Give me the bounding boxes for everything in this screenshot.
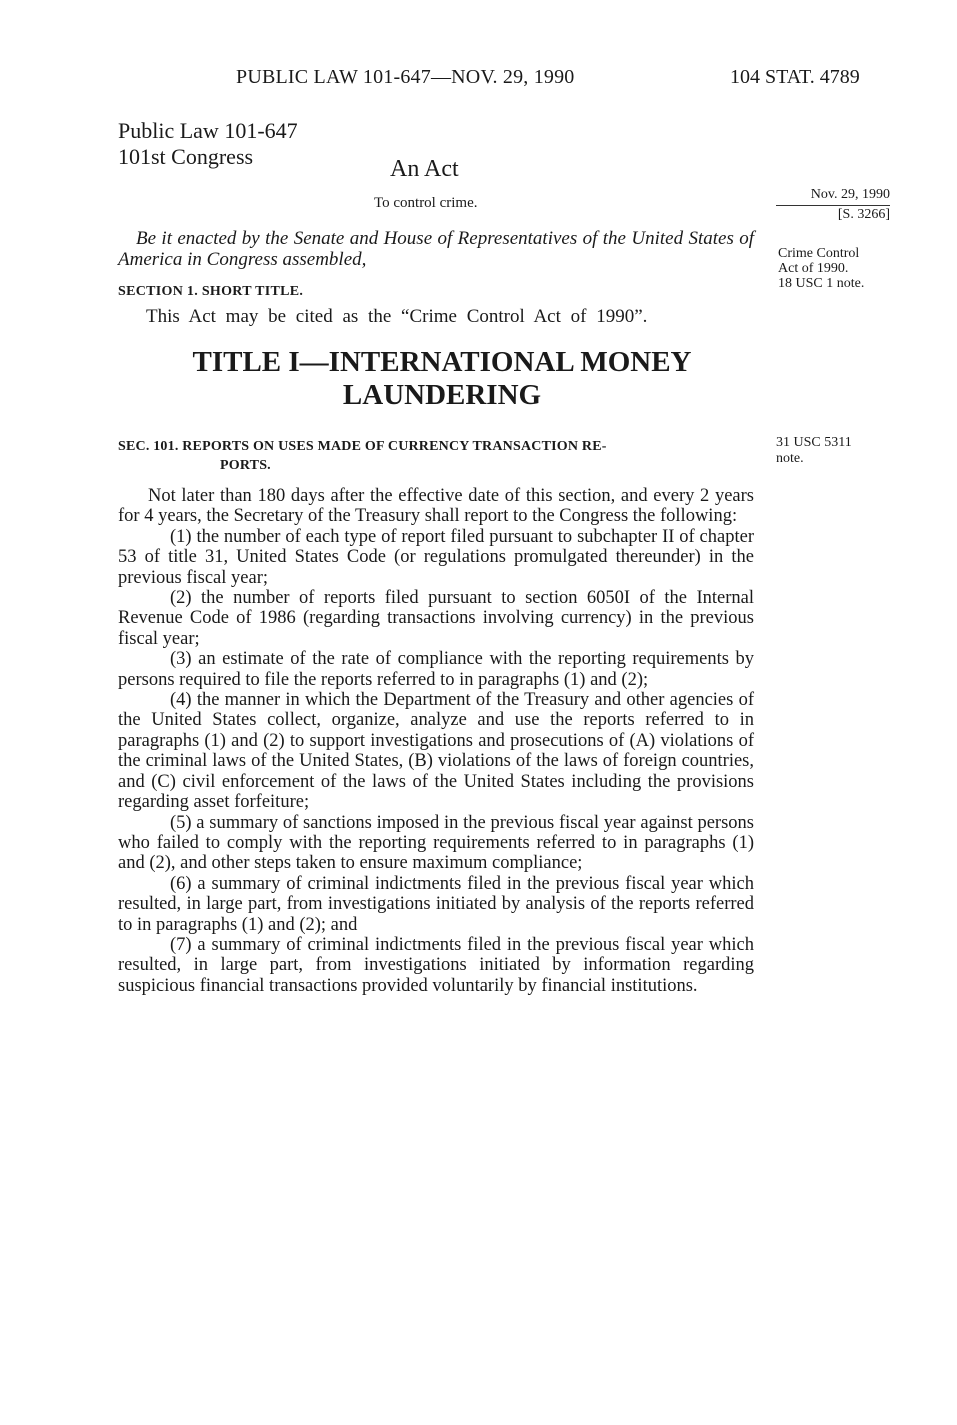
margin-section-101-note xyxy=(776,435,852,467)
title-1-heading: TITLE I—INTERNATIONAL MONEY LAUNDERING xyxy=(192,346,692,411)
section-101-intro: Not later than 180 days after the effective date of this section, and every 2 years for 4 years, the Secretary of the Treasury shall report to the Congress the following: xyxy=(118,486,754,527)
enacting-clause: Be it enacted by the Senate and House of Representatives of the United States of America in Congress assembled, xyxy=(118,228,754,270)
list-item: (1) the number of each type of report filed pursuant to subchapter II of chapter 53 of title 31, United States Code (or regulations promulgated thereunder) in the previous fiscal year; xyxy=(118,526,754,588)
margin-section-101-usc: 31 USC 5311 xyxy=(776,435,852,450)
public-law-number: Public Law 101-647 xyxy=(118,118,298,143)
law-identifier xyxy=(118,118,298,170)
act-purpose: To control crime. xyxy=(374,195,478,211)
margin-date-block xyxy=(776,186,890,224)
section-1-text: This Act may be cited as the “Crime Control Act of 1990”. xyxy=(146,306,648,327)
margin-bill-number: [S. 3266] xyxy=(837,207,890,222)
statutes-page-reference: 104 STAT. 4789 xyxy=(730,66,860,88)
margin-act-note xyxy=(778,246,864,291)
list-item: (5) a summary of sanctions imposed in the previous fiscal year against persons who failed to comply with the reporting requirements referred to in paragraphs (1) and (2), and other steps taken to ensure maximum compliance; xyxy=(118,812,754,874)
list-item: (3) an estimate of the rate of compliance with the reporting requirements by persons required to file the reports referred to in paragraphs (1) and (2); xyxy=(118,649,754,690)
congress-number: 101st Congress xyxy=(118,144,254,169)
margin-act-name-line1: Crime Control xyxy=(778,246,860,261)
margin-act-name-line2: Act of 1990. xyxy=(778,261,849,276)
running-head: PUBLIC LAW 101-647—NOV. 29, 1990 xyxy=(236,66,575,88)
margin-date: Nov. 29, 1990 xyxy=(776,186,890,206)
margin-section-101-note-word: note. xyxy=(776,451,804,466)
section-101-heading xyxy=(118,437,754,475)
section-1-heading: SECTION 1. SHORT TITLE. xyxy=(118,284,304,299)
act-heading: An Act xyxy=(390,156,459,182)
margin-usc-note: 18 USC 1 note. xyxy=(778,276,865,291)
section-101-heading-line1: SEC. 101. REPORTS ON USES MADE OF CURRENCY TRANSACTION RE- xyxy=(118,439,607,454)
list-item: (2) the number of reports filed pursuant to section 6050I of the Internal Revenue Code of 1986 (regarding transactions involving currency) in the previous fiscal year; xyxy=(118,588,754,649)
list-item: (7) a summary of criminal indictments filed in the previous fiscal year which resulted, in large part, from investigations initiated by information regarding suspicious financial transactions provided voluntarily by financial institutions. xyxy=(118,934,754,996)
list-item: (6) a summary of criminal indictments filed in the previous fiscal year which resulted, in large part, from investigations initiated by analysis of the reports referred to in paragraphs (1) and (2); and xyxy=(118,873,754,935)
list-item: (4) the manner in which the Department of the Treasury and other agencies of the United States collect, organize, analyze and use the reports referred to in paragraphs (1) and (2) to support investigations and prosecutions of (A) violations of the criminal laws of the United States, (B) violations of the laws of foreign countries, and (C) civil enforcement of the laws of the United States including the provisions regarding asset forfeiture; xyxy=(118,690,754,813)
section-101-body xyxy=(118,486,754,996)
section-101-heading-line2: PORTS. xyxy=(220,458,271,473)
